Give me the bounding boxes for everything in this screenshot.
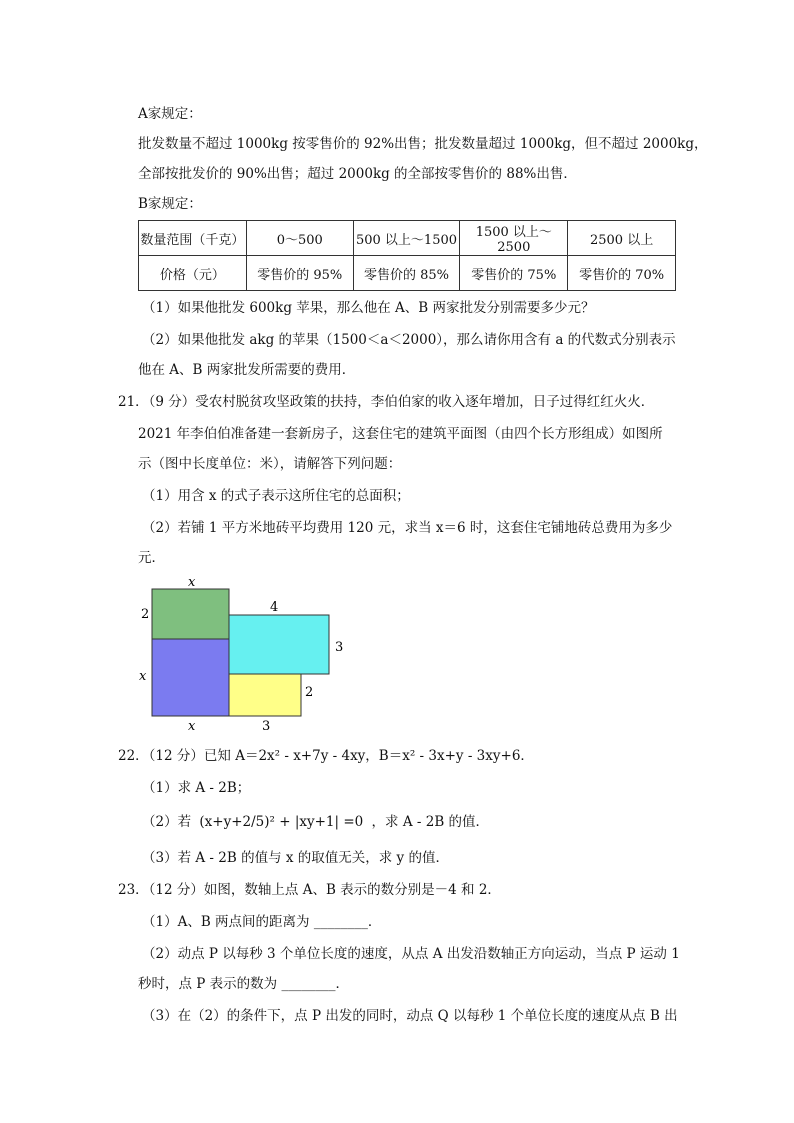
label-top-x: x — [188, 575, 196, 590]
price-table — [138, 220, 676, 291]
table-cell: 零售价的 70% — [568, 256, 676, 291]
q21-line3: 示（图中长度单位：米），请解答下列问题： — [138, 456, 402, 472]
q21-part2-line2: 元． — [138, 550, 165, 566]
label-yellow-right: 2 — [305, 685, 314, 700]
table-cell: 数量范围（千克） — [139, 221, 247, 256]
a-rule-line1: 批发数量不超过 1000kg 按零售价的 92%出售；批发数量超过 1000kg，但不超过 2000kg， — [138, 136, 708, 152]
q22-part3: （3）若 A - 2B 的值与 x 的取值无关，求 y 的值． — [142, 850, 449, 866]
label-cyan-top: 4 — [270, 600, 279, 615]
a-rule-line2: 全部按批发价的 90%出售；超过 2000kg 的全部按零售价的 88%出售． — [138, 166, 577, 182]
yellow-room — [229, 674, 301, 716]
label-bottom-3: 3 — [262, 719, 271, 734]
table-cell: 0～500 — [246, 221, 353, 256]
table-cell: 1500 以上～2500 — [460, 221, 568, 256]
green-room — [152, 589, 229, 639]
a-rule-heading: A家规定： — [138, 106, 202, 122]
q22-part2-suffix: ，求 A - 2B 的值． — [371, 814, 490, 830]
table-cell: 500 以上～1500 — [353, 221, 460, 256]
b-rule-heading: B家规定： — [138, 196, 202, 212]
q22-part2 — [142, 812, 489, 832]
q20-part1: （1）如果他批发 600kg 苹果，那么他在 A、B 两家批发分别需要多少元？ — [142, 300, 595, 316]
table-row — [139, 221, 676, 256]
q21-part2-line1: （2）若铺 1 平方米地砖平均费用 120 元，求当 x＝6 时，这套住宅铺地砖总费用为多少 — [142, 520, 673, 536]
table-cell: 零售价的 95% — [246, 256, 353, 291]
q23-part2-line1: （2）动点 P 以每秒 3 个单位长度的速度，从点 A 出发沿数轴正方向运动，当点 P 运动 1 — [142, 946, 680, 962]
q20-part2-line1: （2）如果他批发 akg 的苹果（1500＜a＜2000），那么请你用含有 a 的代数式分别表示 — [142, 332, 676, 348]
table-row — [139, 256, 676, 291]
label-bottom-x: x — [188, 719, 196, 734]
table-cell: 2500 以上 — [568, 221, 676, 256]
cyan-room — [229, 615, 329, 674]
q22-part2-prefix: （2）若 — [142, 814, 192, 830]
label-cyan-right: 3 — [335, 640, 344, 655]
q21-line1: 21．（9 分）受农村脱贫攻坚政策的扶持，李伯伯家的收入逐年增加，日子过得红红火火． — [118, 394, 655, 410]
q22-part1: （1）求 A - 2B； — [142, 780, 251, 796]
q22-line1: 22．（12 分）已知 A＝2x² - x+7y - 4xy，B＝x² - 3x+y - 3xy+6． — [118, 748, 534, 764]
q23-part3: （3）在（2）的条件下，点 P 出发的同时，动点 Q 以每秒 1 个单位长度的速度从点 B 出 — [142, 1008, 678, 1024]
blue-room — [152, 639, 229, 716]
q22-part2-expression: (x+y+2/5)² + |xy+1| =0 — [199, 814, 364, 830]
table-cell: 价格（元） — [139, 256, 247, 291]
q23-line1: 23．（12 分）如图，数轴上点 A、B 表示的数分别是－4 和 2． — [118, 882, 501, 898]
label-left-x: x — [139, 669, 147, 684]
house-floor-plan — [130, 572, 360, 737]
q20-part2-line2: 他在 A、B 两家批发所需要的费用． — [138, 362, 356, 378]
q23-part2-line2: 秒时，点 P 表示的数为 ________． — [138, 976, 349, 992]
q23-part1: （1）A、B 两点间的距离为 ________． — [142, 914, 382, 930]
label-left-2: 2 — [141, 607, 150, 622]
table-cell: 零售价的 85% — [353, 256, 460, 291]
q21-line2: 2021 年李伯伯准备建一套新房子，这套住宅的建筑平面图（由四个长方形组成）如图所 — [138, 426, 663, 442]
table-cell: 零售价的 75% — [460, 256, 568, 291]
q21-part1: （1）用含 x 的式子表示这所住宅的总面积； — [142, 488, 410, 504]
